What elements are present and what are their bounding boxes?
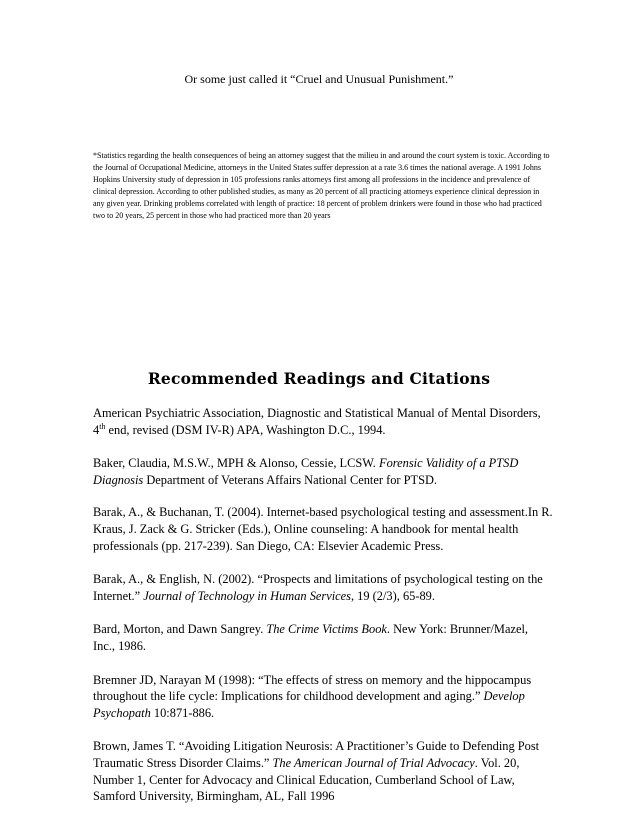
reference-title: Journal of Technology in Human Services: [143, 588, 351, 603]
reference-text: 10:871-886.: [150, 705, 215, 720]
reference-text: Bremner JD, Narayan M (1998): “The effects of stress on memory and the hippocampus throughout the life cycle: Implications for childhood development and aging.”: [93, 672, 532, 704]
ordinal-suffix: th: [99, 421, 106, 431]
reference-text: Barak, A., & English, N. (2002). “Prospects and limitations of psychological testing on the Internet.”: [93, 572, 543, 603]
reference-entry: [93, 738, 553, 804]
reference-title: The American Journal of Trial Advocacy: [272, 755, 475, 770]
reference-entry: [93, 571, 553, 604]
reference-entry: [93, 621, 553, 654]
reference-text: . Vol. 20, Number 1, Center for Advocacy and Clinical Education, Cumberland School of Law, Samford University, Birmingham, AL, Fall 1996: [93, 755, 520, 804]
reference-text: , 19 (2/3), 65-89.: [350, 588, 435, 603]
reference-text: end, revised (DSM IV-R) APA, Washington D.C., 1994.: [105, 422, 386, 437]
statistics-footnote: *Statistics regarding the health consequences of being an attorney suggest that the milieu in and around the court system is toxic. According to the Journal of Occupational Medicine, attorneys in the United States suffer depression at a rate 3.6 times the national average. A 1991 Johns Hopkins University study of depression in 105 professions ranks attorneys first among all professions in the incidence and prevalence of clinical depression. According to other published studies, as many as 20 percent of all practicing attorneys experience clinical depression in any given year. Drinking problems correlated with length of practice: 18 percent of problem drinkers were found in those who had practiced two to 20 years, 25 percent in those who had practiced more than 20 years: [93, 151, 550, 220]
reference-title: Forensic Validity of a PTSD Diagnosis: [93, 456, 519, 487]
reference-entry: [93, 672, 553, 722]
reference-list: [93, 405, 553, 822]
reference-entry: [93, 455, 553, 488]
reference-title: Develop Psychopath: [93, 689, 525, 720]
section-heading: Recommended Readings and Citations: [147, 369, 491, 388]
reference-entry: [93, 405, 553, 438]
reference-text: American Psychiatric Association, Diagnostic and Statistical Manual of Mental Disorders, 4: [93, 406, 541, 437]
reference-text: . New York: Brunner/Mazel, Inc., 1986.: [93, 622, 528, 653]
reference-text: Department of Veterans Affairs National Center for PTSD.: [143, 472, 438, 487]
reference-title: The Crime Victims Book: [266, 622, 387, 637]
reference-text: Barak, A., & Buchanan, T. (2004). Internet-based psychological testing and assessment.In R. Kraus, J. Zack & G. Stricker (Eds.), Online counseling: A handbook for mental health professionals (pp. 217-239). San Diego, CA: Elsevier Academic Press.: [93, 505, 553, 553]
reference-text: Baker, Claudia, M.S.W., MPH & Alonso, Cessie, LCSW.: [93, 456, 379, 471]
reference-entry: [93, 504, 553, 554]
reference-text: Bard, Morton, and Dawn Sangrey.: [93, 622, 267, 637]
reference-text: Brown, James T. “Avoiding Litigation Neurosis: A Practitioner’s Guide to Defending Post Traumatic Stress Disorder Claims.”: [93, 739, 540, 770]
quote-line: Or some just called it “Cruel and Unusual Punishment.”: [184, 72, 454, 86]
